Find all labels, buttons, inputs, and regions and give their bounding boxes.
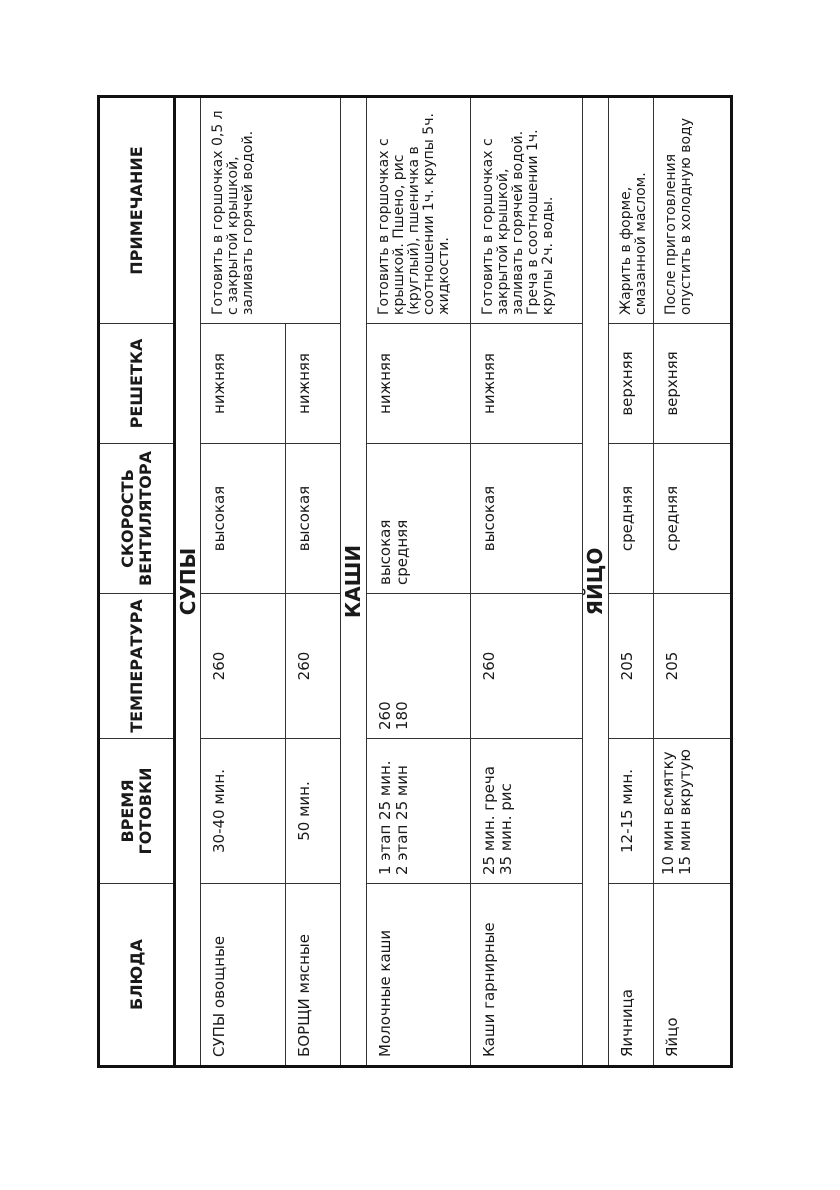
rack-cell: нижняя [367, 324, 471, 444]
fan-cell: высокая [286, 444, 341, 594]
header-note: ПРИМЕЧАНИЕ [99, 97, 175, 324]
temp-cell: 260 180 [367, 594, 471, 739]
fan-cell: высокая [471, 444, 583, 594]
temp-cell: 205 [654, 594, 732, 739]
dish-cell: СУПЫ овощные [201, 884, 286, 1067]
table-row [201, 97, 286, 1067]
fan-cell: высокая [201, 444, 286, 594]
header-time: ВРЕМЯ ГОТОВКИ [99, 739, 175, 884]
dish-cell: БОРЩИ мясные [286, 884, 341, 1067]
table-row [471, 97, 583, 1067]
section-egg: ЯЙЦО [583, 97, 609, 1067]
rack-cell: нижняя [471, 324, 583, 444]
section-porridge-row [341, 97, 367, 1067]
fan-cell: средняя [609, 444, 654, 594]
note-cell: После приготовления опустить в холодную воду [654, 97, 732, 324]
table-row [609, 97, 654, 1067]
section-egg-row [583, 97, 609, 1067]
time-cell: 25 мин. греча 35 мин. рис [471, 739, 583, 884]
note-cell: Готовить в горшочках с закрытой крышкой, заливать горячей водой. Греча в соотношении 1ч. крупы 2ч. воды. [471, 97, 583, 324]
note-cell: Готовить в горшочках с крышкой. Пшено, рис (круглый), пшеничка в соотношении 1ч. крупы 5ч. жидкости. [367, 97, 471, 324]
section-porridge: КАШИ [341, 97, 367, 1067]
temp-cell: 205 [609, 594, 654, 739]
cooking-table-rotated [97, 98, 707, 1068]
rack-cell: верхняя [609, 324, 654, 444]
note-cell: Жарить в форме, смазанной маслом. [609, 97, 654, 324]
rack-cell: нижняя [286, 324, 341, 444]
time-cell: 30-40 мин. [201, 739, 286, 884]
header-fan: СКОРОСТЬ ВЕНТИЛЯТОРА [99, 444, 175, 594]
temp-cell: 260 [471, 594, 583, 739]
cooking-table [97, 95, 733, 1068]
fan-cell: высокая средняя [367, 444, 471, 594]
time-cell: 10 мин всмятку 15 мин вкрутую [654, 739, 732, 884]
header-dish: БЛЮДА [99, 884, 175, 1067]
dish-cell: Яичница [609, 884, 654, 1067]
fan-cell: средняя [654, 444, 732, 594]
temp-cell: 260 [286, 594, 341, 739]
header-rack: РЕШЕТКА [99, 324, 175, 444]
table-row [367, 97, 471, 1067]
note-cell: Готовить в горшочках 0,5 л с закрытой крышкой, заливать горячей водой. [201, 97, 341, 324]
time-cell: 12-15 мин. [609, 739, 654, 884]
rack-cell: верхняя [654, 324, 732, 444]
header-row [99, 97, 175, 1067]
temp-cell: 260 [201, 594, 286, 739]
section-soups-row [175, 97, 201, 1067]
time-cell: 1 этап 25 мин. 2 этап 25 мин [367, 739, 471, 884]
section-soups: СУПЫ [175, 97, 201, 1067]
header-temp: ТЕМПЕРАТУРА [99, 594, 175, 739]
time-cell: 50 мин. [286, 739, 341, 884]
table-row [654, 97, 732, 1067]
dish-cell: Яйцо [654, 884, 732, 1067]
dish-cell: Молочные каши [367, 884, 471, 1067]
dish-cell: Каши гарнирные [471, 884, 583, 1067]
rack-cell: нижняя [201, 324, 286, 444]
